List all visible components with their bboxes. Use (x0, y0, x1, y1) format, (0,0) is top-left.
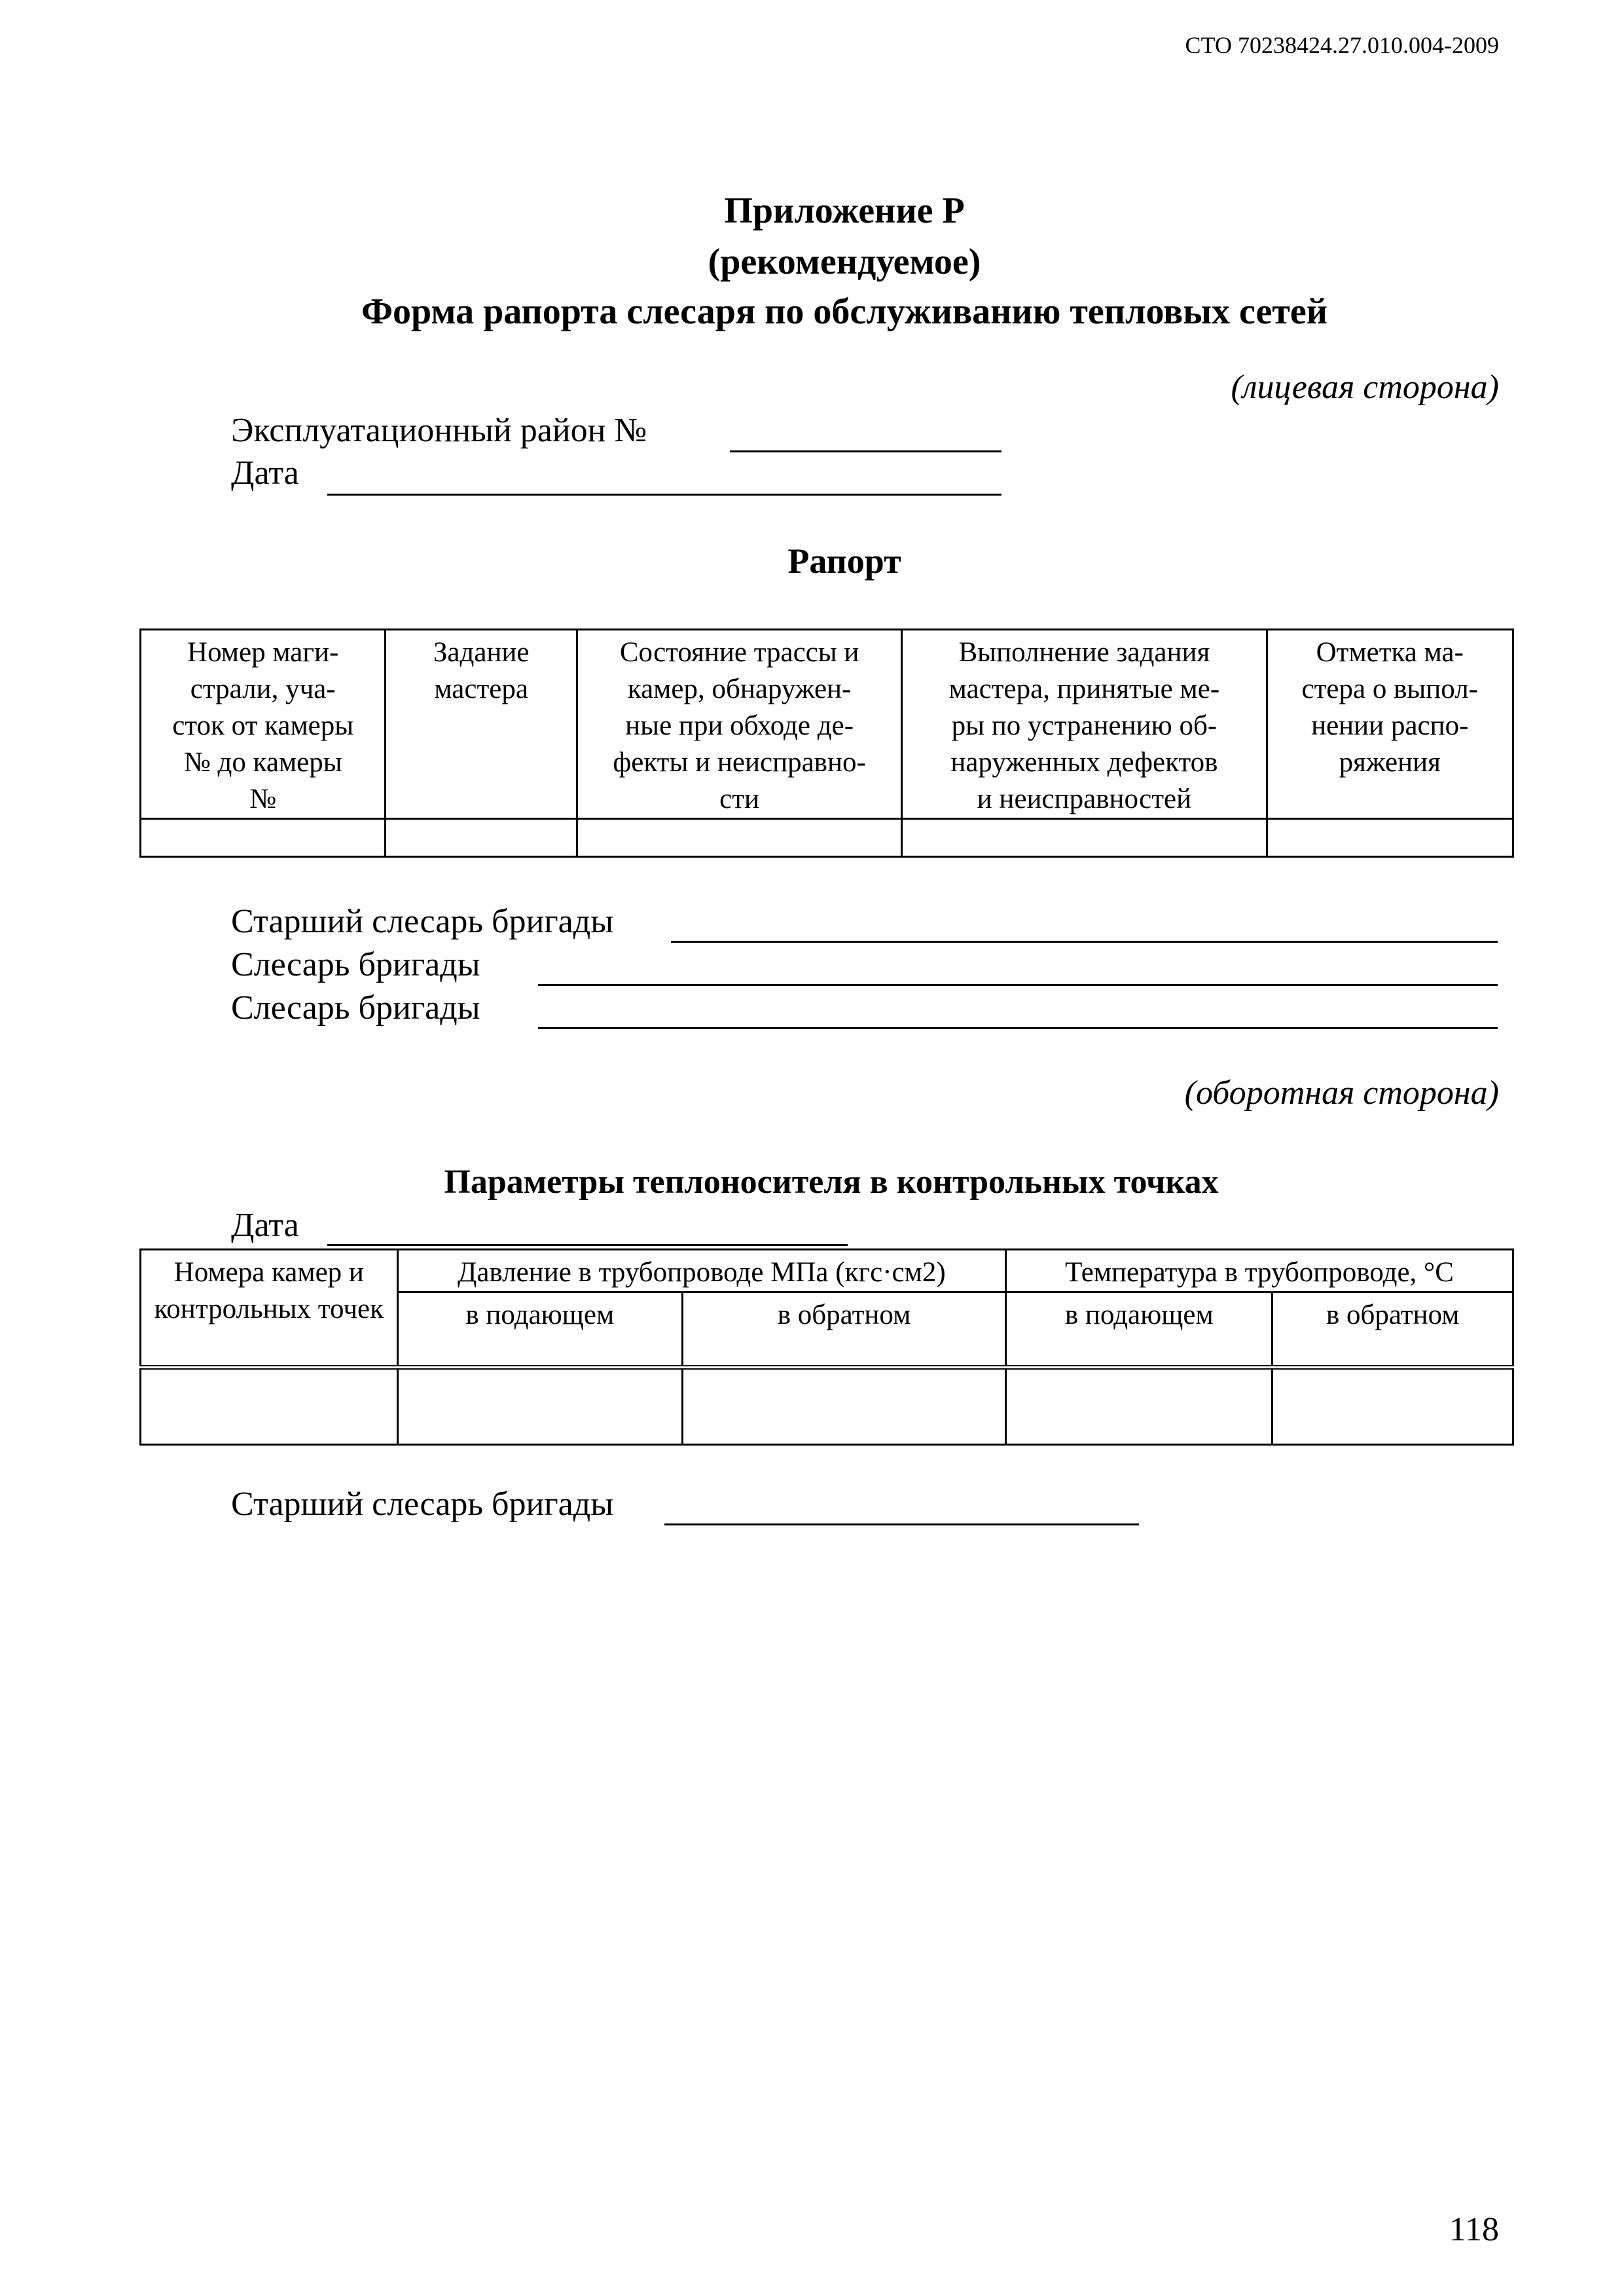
parameters-cell[interactable] (682, 1368, 1005, 1445)
pressure-return-header: в обратном (682, 1292, 1005, 1368)
signature-senior-label: Старший слесарь бригады (231, 903, 614, 940)
parameters-cell[interactable] (141, 1368, 398, 1445)
document-code: СТО 70238424.27.010.004-2009 (1185, 32, 1499, 58)
signature-worker-2-label: Слесарь бригады (231, 989, 480, 1027)
table-row (141, 819, 1513, 857)
parameters-header-chambers: Номера камер и контрольных точек (141, 1250, 398, 1368)
parameters-cell[interactable] (397, 1368, 682, 1445)
parameters-header-temperature: Температура в трубопроводе, °С (1006, 1250, 1513, 1292)
page-number: 118 (1449, 2211, 1499, 2248)
appendix-subtitle: (рекомендуемое) (708, 242, 981, 282)
date-field[interactable] (327, 494, 1001, 496)
signature-worker-2-field[interactable] (538, 1027, 1498, 1029)
temperature-supply-header: в подающем (1006, 1292, 1272, 1368)
report-cell[interactable] (141, 819, 386, 857)
back-date-field[interactable] (327, 1244, 848, 1246)
report-header-route: Номер маги- страли, уча- сток от камеры № до камеры № (141, 630, 386, 819)
report-cell[interactable] (577, 819, 901, 857)
pressure-supply-header: в подающем (397, 1292, 682, 1368)
front-side-label: (лицевая сторона) (1231, 369, 1499, 406)
signature-worker-1-label: Слесарь бригады (231, 946, 480, 983)
parameters-cell[interactable] (1272, 1368, 1513, 1445)
signature-worker-1-field[interactable] (538, 984, 1498, 986)
report-header-state: Состояние трассы и камер, обнаружен- ные при обходе де- фекты и неисправно- сти (577, 630, 901, 819)
district-label: Эксплуатационный район № (231, 412, 647, 449)
report-header-execution: Выполнение задания мастера, принятые ме- ры по устранению об- наруженных дефектов и неисправностей (902, 630, 1267, 819)
appendix-title: Приложение Р (724, 191, 965, 231)
report-title: Рапорт (787, 541, 901, 581)
date-label: Дата (231, 454, 299, 492)
report-header-mark: Отметка ма- стера о выпол- нении распо- ряжения (1267, 630, 1513, 819)
back-date-label: Дата (231, 1207, 299, 1244)
parameters-title: Параметры теплоносителя в контрольных точках (444, 1163, 1219, 1201)
back-side-label: (оборотная сторона) (1184, 1074, 1499, 1112)
back-signature-label: Старший слесарь бригады (231, 1485, 614, 1523)
temperature-return-header: в обратном (1272, 1292, 1513, 1368)
signature-senior-field[interactable] (671, 941, 1498, 943)
table-row (141, 1368, 1513, 1445)
district-field[interactable] (730, 450, 1001, 452)
report-cell[interactable] (1267, 819, 1513, 857)
parameters-cell[interactable] (1006, 1368, 1272, 1445)
report-table (139, 629, 1514, 858)
form-title: Форма рапорта слесаря по обслуживанию тепловых сетей (361, 291, 1328, 332)
parameters-table (139, 1248, 1514, 1446)
report-cell[interactable] (386, 819, 577, 857)
report-header-task: Задание мастера (386, 630, 577, 819)
report-cell[interactable] (902, 819, 1267, 857)
parameters-header-pressure: Давление в трубопроводе МПа (кгс·см2) (397, 1250, 1005, 1292)
back-signature-field[interactable] (664, 1523, 1139, 1525)
